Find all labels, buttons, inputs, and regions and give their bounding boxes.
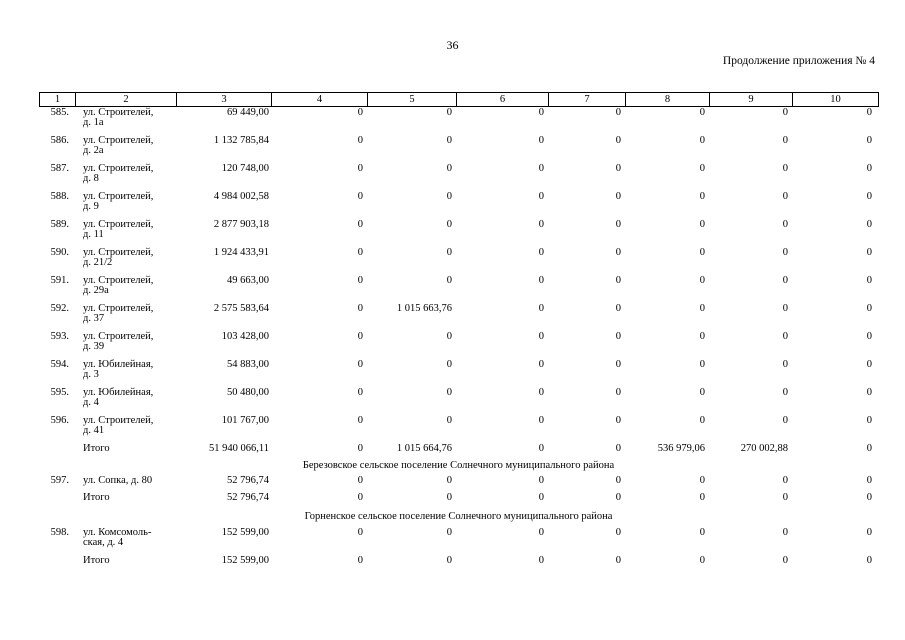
- value-cell-c5: 0: [446, 555, 452, 566]
- row-number: 592.: [50, 303, 69, 314]
- value-cell-c6: 0: [538, 219, 544, 230]
- value-cell-c8: 0: [699, 387, 705, 398]
- address-line-2: д. 41: [83, 425, 105, 436]
- value-cell-c3: 120 748,00: [221, 163, 269, 174]
- value-cell-c9: 0: [782, 555, 788, 566]
- column-header: 1: [40, 93, 76, 107]
- value-cell-c7: 0: [615, 359, 621, 370]
- column-header: 5: [368, 93, 457, 107]
- row-number: 589.: [50, 219, 69, 230]
- value-cell-c9: 0: [782, 219, 788, 230]
- address-line-1: ул. Строителей,: [83, 191, 154, 202]
- value-cell-c3: 52 796,74: [227, 492, 269, 503]
- value-cell-c8: 0: [699, 303, 705, 314]
- value-cell-c9: 0: [782, 107, 788, 118]
- value-cell-c3: 103 428,00: [221, 331, 269, 342]
- value-cell-c4: 0: [357, 527, 363, 538]
- value-cell-c8: 0: [699, 415, 705, 426]
- row-number: 586.: [50, 135, 69, 146]
- value-cell-c7: 0: [615, 107, 621, 118]
- value-cell-c9: 0: [782, 492, 788, 503]
- row-number: 596.: [50, 415, 69, 426]
- value-cell-c5: 0: [446, 387, 452, 398]
- row-number: 593.: [50, 331, 69, 342]
- row-number: 591.: [50, 275, 69, 286]
- value-cell-c4: 0: [357, 492, 363, 503]
- value-cell-c3: 50 480,00: [227, 387, 269, 398]
- value-cell-c8: 0: [699, 275, 705, 286]
- value-cell-c6: 0: [538, 555, 544, 566]
- address-cell: [83, 332, 178, 352]
- value-cell-c9: 0: [782, 303, 788, 314]
- value-cell-c8: 0: [699, 107, 705, 118]
- value-cell-c6: 0: [538, 135, 544, 146]
- row-number: 588.: [50, 191, 69, 202]
- address-line-2: д. 39: [83, 341, 105, 352]
- value-cell-c10: 0: [866, 219, 872, 230]
- value-cell-c6: 0: [538, 359, 544, 370]
- value-cell-c6: 0: [538, 475, 544, 486]
- address-line-1: ул. Сопка, д. 80: [83, 475, 153, 486]
- address-line-1: ул. Строителей,: [83, 163, 154, 174]
- value-cell-c5: 0: [446, 475, 452, 486]
- value-cell-c3: 2 877 903,18: [213, 219, 269, 230]
- address-line-2: д. 11: [83, 229, 104, 240]
- value-cell-c7: 0: [615, 415, 621, 426]
- value-cell-c3: 1 132 785,84: [213, 135, 269, 146]
- address-line-1: ул. Строителей,: [83, 135, 154, 146]
- value-cell-c5: 0: [446, 415, 452, 426]
- address-cell: [83, 248, 178, 268]
- value-cell-c8: 0: [699, 247, 705, 258]
- value-cell-c10: 0: [866, 475, 872, 486]
- value-cell-c7: 0: [615, 492, 621, 503]
- value-cell-c5: 0: [446, 359, 452, 370]
- value-cell-c3: 1 924 433,91: [213, 247, 269, 258]
- value-cell-c6: 0: [538, 275, 544, 286]
- address-line-1: Итого: [83, 555, 110, 566]
- address-line-1: ул. Строителей,: [83, 247, 154, 258]
- column-header: 10: [793, 93, 879, 107]
- address-line-2: д. 9: [83, 201, 99, 212]
- value-cell-c9: 0: [782, 387, 788, 398]
- address-line-2: д. 3: [83, 369, 99, 380]
- section-heading: Березовское сельское поселение Солнечного муниципального района: [302, 460, 615, 471]
- value-cell-c4: 0: [357, 443, 363, 454]
- address-line-2: ская, д. 4: [83, 537, 124, 548]
- value-cell-c5: 1 015 664,76: [396, 443, 452, 454]
- column-header: 8: [626, 93, 710, 107]
- value-cell-c10: 0: [866, 107, 872, 118]
- address-cell: [83, 388, 178, 408]
- row-number: 585.: [50, 107, 69, 118]
- row-number: 598.: [50, 527, 69, 538]
- value-cell-c10: 0: [866, 247, 872, 258]
- value-cell-c5: 0: [446, 492, 452, 503]
- value-cell-c10: 0: [866, 331, 872, 342]
- column-header: 3: [177, 93, 272, 107]
- value-cell-c9: 0: [782, 191, 788, 202]
- page-number: 36: [446, 38, 459, 52]
- value-cell-c3: 152 599,00: [221, 555, 269, 566]
- value-cell-c6: 0: [538, 191, 544, 202]
- column-header: 9: [710, 93, 793, 107]
- value-cell-c8: 0: [699, 135, 705, 146]
- column-header: 4: [272, 93, 368, 107]
- value-cell-c5: 0: [446, 219, 452, 230]
- address-line-2: д. 29а: [83, 285, 109, 296]
- address-cell: [83, 164, 178, 184]
- appendix-note: Продолжение приложения № 4: [722, 55, 875, 67]
- value-cell-c3: 101 767,00: [221, 415, 269, 426]
- value-cell-c4: 0: [357, 555, 363, 566]
- value-cell-c6: 0: [538, 331, 544, 342]
- address-cell: [83, 220, 178, 240]
- row-number: 597.: [50, 475, 69, 486]
- value-cell-c8: 536 979,06: [657, 443, 705, 454]
- value-cell-c10: 0: [866, 555, 872, 566]
- value-cell-c7: 0: [615, 191, 621, 202]
- address-line-2: д. 1а: [83, 117, 104, 128]
- value-cell-c4: 0: [357, 475, 363, 486]
- address-cell: [83, 493, 178, 503]
- address-line-2: д. 21/2: [83, 257, 113, 268]
- value-cell-c5: 0: [446, 247, 452, 258]
- value-cell-c10: 0: [866, 415, 872, 426]
- value-cell-c5: 0: [446, 275, 452, 286]
- address-line-1: ул. Юбилейная,: [83, 387, 154, 398]
- value-cell-c9: 0: [782, 163, 788, 174]
- value-cell-c3: 4 984 002,58: [213, 191, 269, 202]
- value-cell-c10: 0: [866, 303, 872, 314]
- value-cell-c8: 0: [699, 555, 705, 566]
- address-cell: [83, 444, 178, 454]
- address-cell: [83, 528, 178, 548]
- value-cell-c9: 0: [782, 415, 788, 426]
- address-cell: [83, 136, 178, 156]
- address-line-1: ул. Строителей,: [83, 275, 154, 286]
- value-cell-c4: 0: [357, 415, 363, 426]
- value-cell-c4: 0: [357, 359, 363, 370]
- address-line-1: ул. Строителей,: [83, 331, 154, 342]
- value-cell-c5: 0: [446, 331, 452, 342]
- address-line-1: ул. Юбилейная,: [83, 359, 154, 370]
- address-cell: [83, 416, 178, 436]
- value-cell-c4: 0: [357, 191, 363, 202]
- value-cell-c7: 0: [615, 387, 621, 398]
- address-line-2: д. 37: [83, 313, 105, 324]
- value-cell-c6: 0: [538, 247, 544, 258]
- address-line-1: ул. Строителей,: [83, 219, 154, 230]
- value-cell-c3: 49 663,00: [227, 275, 269, 286]
- value-cell-c7: 0: [615, 331, 621, 342]
- value-cell-c6: 0: [538, 492, 544, 503]
- column-header: 6: [457, 93, 549, 107]
- value-cell-c3: 2 575 583,64: [213, 303, 269, 314]
- address-line-1: Итого: [83, 443, 110, 454]
- section-heading: Горненское сельское поселение Солнечного муниципального района: [304, 511, 613, 522]
- value-cell-c10: 0: [866, 359, 872, 370]
- value-cell-c6: 0: [538, 527, 544, 538]
- value-cell-c7: 0: [615, 303, 621, 314]
- value-cell-c8: 0: [699, 191, 705, 202]
- value-cell-c4: 0: [357, 303, 363, 314]
- value-cell-c8: 0: [699, 359, 705, 370]
- value-cell-c4: 0: [357, 107, 363, 118]
- value-cell-c8: 0: [699, 492, 705, 503]
- value-cell-c4: 0: [357, 275, 363, 286]
- value-cell-c4: 0: [357, 163, 363, 174]
- value-cell-c5: 0: [446, 163, 452, 174]
- value-cell-c8: 0: [699, 527, 705, 538]
- value-cell-c9: 0: [782, 135, 788, 146]
- address-line-2: д. 8: [83, 173, 99, 184]
- value-cell-c6: 0: [538, 443, 544, 454]
- column-header-table: [39, 92, 879, 107]
- value-cell-c8: 0: [699, 475, 705, 486]
- value-cell-c6: 0: [538, 387, 544, 398]
- value-cell-c3: 51 940 066,11: [209, 443, 269, 454]
- address-line-1: ул. Строителей,: [83, 415, 154, 426]
- row-number: 595.: [50, 387, 69, 398]
- value-cell-c5: 0: [446, 107, 452, 118]
- value-cell-c4: 0: [357, 135, 363, 146]
- value-cell-c10: 0: [866, 443, 872, 454]
- value-cell-c7: 0: [615, 247, 621, 258]
- value-cell-c5: 0: [446, 135, 452, 146]
- address-cell: [83, 476, 178, 486]
- value-cell-c9: 0: [782, 331, 788, 342]
- value-cell-c4: 0: [357, 247, 363, 258]
- value-cell-c7: 0: [615, 527, 621, 538]
- address-cell: [83, 304, 178, 324]
- value-cell-c7: 0: [615, 275, 621, 286]
- address-cell: [83, 276, 178, 296]
- value-cell-c9: 270 002,88: [740, 443, 788, 454]
- row-number: 587.: [50, 163, 69, 174]
- value-cell-c10: 0: [866, 492, 872, 503]
- value-cell-c9: 0: [782, 527, 788, 538]
- value-cell-c7: 0: [615, 475, 621, 486]
- value-cell-c7: 0: [615, 135, 621, 146]
- value-cell-c6: 0: [538, 163, 544, 174]
- value-cell-c5: 1 015 663,76: [396, 303, 452, 314]
- value-cell-c10: 0: [866, 275, 872, 286]
- value-cell-c7: 0: [615, 163, 621, 174]
- value-cell-c3: 152 599,00: [221, 527, 269, 538]
- value-cell-c5: 0: [446, 191, 452, 202]
- value-cell-c8: 0: [699, 331, 705, 342]
- address-cell: [83, 360, 178, 380]
- row-number: 590.: [50, 247, 69, 258]
- address-cell: [83, 192, 178, 212]
- address-cell: [83, 108, 178, 128]
- address-cell: [83, 556, 178, 566]
- address-line-2: д. 2а: [83, 145, 104, 156]
- value-cell-c8: 0: [699, 219, 705, 230]
- value-cell-c8: 0: [699, 163, 705, 174]
- value-cell-c7: 0: [615, 555, 621, 566]
- address-line-1: ул. Строителей,: [83, 107, 154, 118]
- value-cell-c10: 0: [866, 387, 872, 398]
- value-cell-c4: 0: [357, 331, 363, 342]
- value-cell-c9: 0: [782, 359, 788, 370]
- value-cell-c6: 0: [538, 107, 544, 118]
- value-cell-c3: 52 796,74: [227, 475, 269, 486]
- value-cell-c5: 0: [446, 527, 452, 538]
- value-cell-c7: 0: [615, 219, 621, 230]
- value-cell-c4: 0: [357, 387, 363, 398]
- value-cell-c10: 0: [866, 527, 872, 538]
- value-cell-c9: 0: [782, 275, 788, 286]
- value-cell-c6: 0: [538, 415, 544, 426]
- value-cell-c9: 0: [782, 247, 788, 258]
- value-cell-c7: 0: [615, 443, 621, 454]
- address-line-1: ул. Строителей,: [83, 303, 154, 314]
- value-cell-c6: 0: [538, 303, 544, 314]
- value-cell-c10: 0: [866, 191, 872, 202]
- value-cell-c3: 69 449,00: [227, 107, 269, 118]
- column-header: 2: [76, 93, 177, 107]
- column-header: 7: [549, 93, 626, 107]
- address-line-1: Итого: [83, 492, 110, 503]
- value-cell-c4: 0: [357, 219, 363, 230]
- address-line-1: ул. Комсомоль-: [83, 527, 152, 538]
- row-number: 594.: [50, 359, 69, 370]
- value-cell-c3: 54 883,00: [227, 359, 269, 370]
- address-line-2: д. 4: [83, 397, 99, 408]
- value-cell-c10: 0: [866, 135, 872, 146]
- value-cell-c10: 0: [866, 163, 872, 174]
- value-cell-c9: 0: [782, 475, 788, 486]
